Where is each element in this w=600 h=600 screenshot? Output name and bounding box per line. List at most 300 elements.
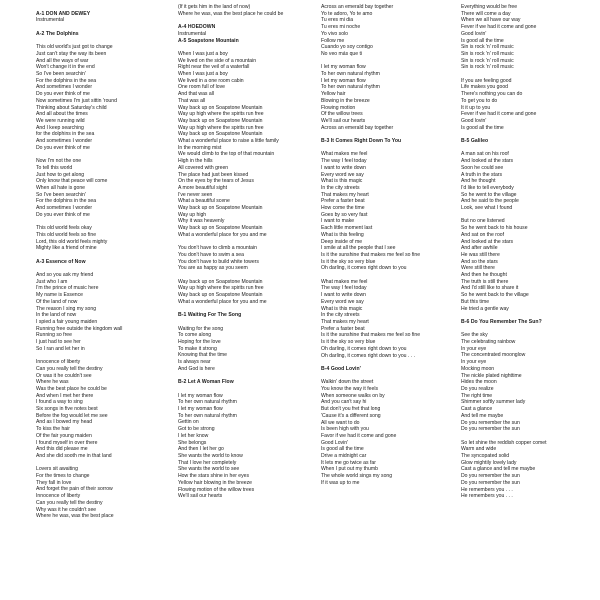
- lyric-line: Do you remember the sun: [461, 473, 520, 480]
- lyric-line: Good lovin': [461, 117, 487, 124]
- lyric-line: Do you remember the sun: [461, 426, 520, 433]
- lyric-line: Instrumental: [178, 30, 207, 37]
- lyric-line: Of the land of now: [36, 298, 78, 305]
- lyric-line: Yo te adoro, Yo te amo: [321, 10, 373, 17]
- lyric-line: I found a way to sing: [36, 399, 83, 406]
- lyric-line: What makes me feel: [321, 278, 368, 285]
- stanza-gap: [321, 145, 459, 152]
- lyric-line: On the eyes by the tears of Jesus: [178, 178, 254, 185]
- lyric-line: Shimmer softly summer lady: [461, 399, 526, 406]
- lyric-line: I let my woman flow: [321, 77, 366, 84]
- stanza-gap: [321, 359, 459, 366]
- lyric-line: And he said to the people: [461, 198, 519, 205]
- lyric-line: Prefer a faster beat: [321, 325, 365, 332]
- lyric-line: Way up high where the spirits run free: [178, 124, 264, 131]
- lyric-line: And looked at the stars: [461, 158, 514, 165]
- stanza-gap: [178, 44, 316, 51]
- song-heading: A-2 The Dolphins: [36, 30, 79, 37]
- lyric-line: The way I feel today: [321, 158, 367, 165]
- lyric-line: Way back up on Soapstone Mountain: [178, 131, 263, 138]
- lyric-line: But don't you fret that long: [321, 406, 381, 413]
- lyric-line: Now I'm not the one: [36, 158, 82, 165]
- lyric-line: And as I bowed my head: [36, 419, 93, 426]
- lyric-line: And looked at the stars: [461, 238, 514, 245]
- lyric-line: When all hate is gone: [36, 184, 85, 191]
- lyric-line: Do you remember the sun: [461, 419, 520, 426]
- lyric-line: The concentrated moonglow: [461, 352, 526, 359]
- lyric-line: Lord, this old world feels mighty: [36, 238, 108, 245]
- lyric-line: Instrumental: [36, 17, 65, 24]
- lyric-line: If you are feeling good: [461, 77, 512, 84]
- lyric-line: To her own natural rhythm: [321, 84, 380, 91]
- lyric-line: Before the fog would let me see: [36, 412, 108, 419]
- lyric-line: So he went to the village: [461, 191, 517, 198]
- lyric-line: To tell this world: [36, 164, 73, 171]
- lyric-line: The right time: [461, 392, 493, 399]
- lyric-line: The reason I sing my song: [36, 305, 97, 312]
- lyric-line: I'm the prince of music here: [36, 285, 99, 292]
- lyric-line: Of the willow trees: [321, 111, 363, 118]
- lyric-line: Six songs in five notes best: [36, 406, 98, 413]
- lyric-line: And forget the pain of their sorrow: [36, 486, 113, 493]
- stanza-gap: [36, 352, 168, 359]
- lyric-line: Of the fair young maiden: [36, 432, 92, 439]
- lyric-line: Each little moment last: [321, 225, 373, 232]
- lyric-line: Sin is rock 'n' roll music: [461, 57, 514, 64]
- lyric-line: Do you ever think of me: [36, 91, 90, 98]
- lyric-line: Follow me: [321, 37, 345, 44]
- lyric-line: Lovers sit awaiting: [36, 466, 78, 473]
- lyric-line: Got to be strong: [178, 426, 215, 433]
- lyric-line: In the city streets: [321, 184, 360, 191]
- lyric-line: Can you really tell the destiny: [36, 365, 103, 372]
- lyric-line: When I was just a boy: [178, 71, 228, 77]
- stanza-gap: [178, 239, 316, 246]
- song-heading: B-6 Do You Remember The Sun?: [461, 318, 542, 325]
- lyric-line: We were running wild: [36, 117, 85, 124]
- lyric-line: We lived on the side of a mountain: [178, 57, 257, 64]
- lyric-line: Mighty like a friend of mine: [36, 245, 97, 252]
- lyric-line: That I love her completely: [178, 459, 237, 466]
- song-heading: A-5 Soapstone Mountain: [178, 37, 239, 44]
- lyric-line: Way up high: [178, 211, 207, 218]
- lyric-line: Favor if we had it come and gone: [321, 432, 397, 439]
- lyric-line: What a wonderful place for you and me: [178, 231, 267, 238]
- lyric-line: That makes my heart: [321, 318, 369, 325]
- lyric-line: Is it the sunshine that makes me feel so fine: [321, 332, 421, 339]
- lyric-line: They fall in love: [36, 479, 72, 486]
- lyric-line: Only know that peace will come: [36, 178, 108, 185]
- lyric-line: What is this magic: [321, 178, 363, 185]
- lyric-line: And then I let her go: [178, 446, 224, 453]
- lyric-line: And I keep searching: [36, 124, 84, 131]
- lyrics-column-4: [461, 4, 597, 500]
- lyric-line: Way back up on Soapstone Mountain: [178, 278, 263, 285]
- lyric-line: I let my woman flow: [178, 392, 223, 399]
- lyric-line: And tell me maybe: [461, 412, 504, 419]
- lyric-line: Across an emerald bay together: [321, 4, 394, 10]
- lyric-line: Yellow hair: [321, 91, 346, 98]
- lyric-line: Flowing motion: [321, 104, 356, 111]
- lyric-line: Cast a glance: [461, 406, 493, 413]
- lyric-line: Just can't stay the way its been: [36, 50, 107, 57]
- lyric-line: Walkin' down the street: [321, 379, 374, 386]
- lyric-line: We'll sail our hearts: [321, 117, 366, 124]
- stanza-gap: [178, 319, 316, 326]
- lyric-line: Way back up on Soapstone Mountain: [178, 117, 263, 124]
- song-heading: B-5 Galileo: [461, 138, 489, 145]
- lyric-line: And I'd still like to share it: [461, 285, 519, 292]
- lyric-line: Where he was, was the best place he could be: [178, 10, 284, 17]
- lyric-line: She wants the world to see: [178, 466, 240, 473]
- lyric-line: For the times to change: [36, 473, 90, 480]
- lyric-line: A truth in the stars: [461, 171, 503, 178]
- lyric-line: Tu eres mi dia: [321, 17, 354, 24]
- lyric-line: Hides the moon: [461, 379, 497, 386]
- lyric-line: Oh darling, it comes right down to you . . .: [321, 352, 415, 359]
- stanza-gap: [321, 58, 459, 65]
- lyric-line: You don't have to swim a sea: [178, 251, 244, 258]
- lyric-line: Way back up on Soapstone Mountain: [178, 292, 263, 299]
- lyric-line: Soon he could see: [461, 164, 504, 171]
- lyric-line: To get you to do: [461, 97, 498, 104]
- stanza-gap: [461, 131, 597, 138]
- lyric-line: Was the best place he could be: [36, 385, 107, 392]
- lyric-line: Do you ever think of me: [36, 144, 90, 151]
- lyric-line: Just who I am: [36, 278, 68, 285]
- lyric-line: He remembers you . . .: [461, 486, 513, 493]
- lyric-line: And sat on the roof: [461, 231, 505, 238]
- lyric-line: This old world feels so fine: [36, 231, 97, 238]
- lyric-line: For the dolphins in the sea: [36, 77, 97, 84]
- lyric-line: What is this feeling: [321, 231, 364, 238]
- lyric-line: Were still there: [461, 265, 495, 272]
- lyric-line: That makes my heart: [321, 191, 369, 198]
- lyric-line: And then he thought: [461, 272, 507, 279]
- lyric-line: In the city streets: [321, 312, 360, 319]
- lyric-line: So he went back to his house: [461, 225, 528, 232]
- lyric-line: The syncopated solid: [461, 453, 510, 459]
- stanza-gap: [36, 218, 168, 225]
- lyric-line: But no one listened: [461, 218, 505, 225]
- lyric-line: In your eye: [461, 345, 487, 352]
- lyric-line: Is been high with you: [321, 426, 369, 433]
- lyric-line: The place had just been kissed: [178, 171, 249, 178]
- lyric-line: This old world feels okay: [36, 225, 92, 232]
- lyric-line: In the land of now: [36, 312, 77, 319]
- lyric-line: So I've been searchin': [36, 70, 86, 77]
- lyric-line: And all the ways of war: [36, 57, 89, 64]
- lyric-line: No veo más que ti: [321, 50, 363, 57]
- lyric-line: Good lovin': [461, 30, 487, 37]
- lyric-line: You know the way it feels: [321, 385, 379, 392]
- lyric-line: Where he was, was the best place: [36, 513, 114, 520]
- lyric-line: All we want to do: [321, 419, 360, 426]
- lyric-line: How come the time: [321, 205, 365, 212]
- lyric-line: Fever if we had it come and gone: [461, 111, 537, 118]
- stanza-gap: [178, 272, 316, 279]
- lyric-line: Look, see what I found: [461, 205, 513, 212]
- stanza-gap: [36, 4, 168, 11]
- lyric-line: I let my woman flow: [178, 406, 223, 413]
- lyric-line: Way back up on Soapstone Mountain: [178, 205, 263, 212]
- song-heading: B-2 Let A Woman Flow: [178, 379, 234, 386]
- lyric-line: I'd like to tell everybody: [461, 184, 514, 191]
- lyric-line: You don't have to climb a mountain: [178, 245, 257, 252]
- lyric-line: So he went back to the village: [461, 292, 529, 299]
- lyrics-column-1: [36, 4, 168, 520]
- lyric-line: When I was just a boy: [178, 50, 228, 57]
- lyric-line: Yellow hair blowing in the breeze: [178, 479, 253, 486]
- lyric-line: Do you remember the sun: [461, 479, 520, 486]
- lyric-line: 'Cause it's a different song: [321, 412, 381, 419]
- lyric-line: The truth is still there: [461, 278, 509, 285]
- lyric-line: What a wonderful place to raise a little family: [178, 138, 279, 145]
- lyric-line: The nickle plated nighttime: [461, 372, 522, 379]
- lyric-line: If it was up to me: [321, 479, 360, 486]
- song-heading: B-4 Good Lovin': [321, 365, 361, 372]
- song-heading: B-1 Waiting For The Song: [178, 312, 242, 319]
- lyric-line: You don't have to build white towers: [178, 258, 259, 265]
- lyric-line: I want to make: [321, 218, 355, 225]
- lyric-line: In your eye: [461, 359, 487, 366]
- lyric-line: For the dolphins in the sea: [36, 198, 97, 205]
- stanza-gap: [461, 433, 597, 440]
- lyric-line: My name is Essence: [36, 292, 83, 299]
- lyric-line: A man sat on his roof: [461, 151, 509, 158]
- lyric-line: Oh darling, it comes right down to you: [321, 345, 407, 352]
- lyric-line: One room full of love: [178, 84, 225, 91]
- stanza-gap: [321, 131, 459, 138]
- lyric-line: I let her know: [178, 432, 209, 439]
- lyric-line: And that was all: [178, 91, 214, 98]
- lyric-line: Is always near: [178, 359, 211, 366]
- lyric-line: Where he was: [36, 379, 69, 386]
- lyric-line: And all about the times: [36, 111, 88, 118]
- lyric-line: Sin is rock 'n' roll music: [461, 44, 514, 51]
- lyric-line: Gettin on: [178, 419, 199, 426]
- lyric-line: Is it the sunshine that makes me feel so fine: [321, 251, 421, 258]
- lyric-line: I just had to see her: [36, 339, 81, 346]
- lyric-line: It lets me go twice as far: [321, 459, 376, 466]
- lyric-line: Flowing motion of the willow trees: [178, 486, 255, 493]
- lyric-line: To her own natural rhythm: [178, 399, 237, 406]
- lyric-line: He tried a gentle way: [461, 305, 509, 312]
- song-heading: A-4 HOEDOWN: [178, 24, 216, 31]
- lyric-line: Across an emerald bay together: [321, 124, 394, 131]
- lyric-line: Warm and wide: [461, 446, 497, 453]
- lyric-line: The way I feel today: [321, 285, 367, 292]
- lyric-line: Do you ever think of me: [36, 211, 90, 218]
- lyric-line: To her own natural rhythm: [178, 412, 237, 419]
- lyric-line: Why it was heavenly: [178, 218, 225, 225]
- lyric-line: (If it gets him in the land of now): [178, 4, 251, 10]
- lyric-line: Mocking moon: [461, 365, 495, 372]
- lyric-line: But this time: [461, 298, 490, 305]
- stanza-gap: [36, 37, 168, 44]
- lyric-line: There will come a day: [461, 10, 511, 17]
- lyric-line: Is good all the time: [461, 37, 504, 44]
- lyric-line: Glow mightily lovely lady: [461, 459, 517, 466]
- lyric-line: So let shine the reddish copper comet: [461, 439, 547, 446]
- lyric-line: Running free outside the kingdom wall: [36, 325, 123, 332]
- lyric-line: Innocence of liberty: [36, 493, 81, 500]
- lyric-line: Thinking about Saturday's child: [36, 104, 107, 111]
- lyric-line: Innocence of liberty: [36, 359, 81, 366]
- stanza-gap: [36, 252, 168, 259]
- lyric-line: You are as happy as you seem: [178, 265, 248, 272]
- lyric-line: She belongs: [178, 439, 207, 446]
- lyric-line: Is it the sky so very blue: [321, 339, 376, 346]
- lyric-line: Prefer a faster beat: [321, 198, 365, 205]
- lyric-line: What a wonderful place for you and me: [178, 298, 267, 305]
- lyric-line: To make it strong: [178, 345, 217, 352]
- lyric-line: He was still there: [461, 251, 500, 258]
- lyric-line: Blowing in the breeze: [321, 97, 370, 104]
- lyric-line: Life makes you good: [461, 84, 509, 91]
- lyric-line: I let my woman flow: [321, 64, 366, 71]
- lyric-line: Is it the sky so very blue: [321, 258, 376, 265]
- lyric-line: Drive a midnight car: [321, 453, 367, 460]
- lyric-line: Good Lovin': [321, 439, 349, 446]
- lyric-line: Now sometimes I'm just sittin 'round: [36, 97, 117, 104]
- lyric-line: When someone walks on by: [321, 392, 385, 399]
- lyrics-column-2: [178, 4, 316, 500]
- lyric-line: I want to write down: [321, 292, 367, 299]
- lyric-line: And this did please me: [36, 446, 88, 453]
- lyric-line: Waiting for the song: [178, 325, 224, 332]
- lyric-line: The celebrating rainbow: [461, 339, 516, 346]
- stanza-gap: [321, 373, 459, 380]
- lyric-line: And sometimes I wonder: [36, 138, 93, 145]
- lyric-line: Hoping for the love: [178, 339, 221, 346]
- lyric-line: High in the hills: [178, 158, 213, 165]
- lyric-line: And she did sooth me in that land: [36, 452, 112, 459]
- lyric-line: And sometimes I wonder: [36, 205, 93, 212]
- lyric-line: Way back up on Soapstone Mountain: [178, 104, 263, 111]
- lyric-line: Is good all the time: [321, 446, 364, 453]
- lyric-line: Way up high where the spirits run free: [178, 285, 264, 292]
- lyric-line: We would climb to the top of that mountain: [178, 151, 275, 158]
- stanza-gap: [36, 460, 168, 467]
- lyrics-column-3: [321, 4, 459, 487]
- song-heading: A-3 Essence of Now: [36, 258, 86, 265]
- lyric-line: To come along: [178, 332, 212, 339]
- lyric-line: And God is here: [178, 365, 215, 372]
- lyric-line: Won't change it in the end: [36, 64, 95, 71]
- stanza-gap: [461, 212, 597, 219]
- lyric-line: Tu eres mi noche: [321, 24, 361, 31]
- lyric-line: What makes me feel: [321, 151, 368, 158]
- lyric-line: And you can't say hi: [321, 399, 367, 406]
- stanza-gap: [461, 326, 597, 333]
- lyric-line: Sin is rock 'n' roll music: [461, 64, 514, 71]
- lyric-line: Cuando yo soy contigo: [321, 44, 373, 51]
- lyric-line: All covered with green: [178, 164, 229, 171]
- lyric-line: The whole world sings my song: [321, 473, 393, 480]
- lyric-line: Is good all the time: [461, 124, 504, 131]
- lyric-line: A more beautiful sight: [178, 184, 227, 191]
- lyric-line: I found myself in over there: [36, 439, 98, 446]
- lyric-line: In the morning mist: [178, 144, 222, 151]
- stanza-gap: [178, 306, 316, 313]
- lyric-line: Running so free: [36, 332, 72, 339]
- lyric-line: To her own natural rhythm: [321, 71, 380, 78]
- lyric-line: And after awhile: [461, 245, 498, 252]
- lyric-line: for the dolphins in the sea: [36, 131, 95, 138]
- stanza-gap: [178, 17, 316, 24]
- lyric-line: Why was it he couldn't see: [36, 506, 97, 513]
- lyric-line: Knowing that the time: [178, 352, 227, 359]
- lyric-line: He remembers you . . .: [461, 493, 513, 500]
- stanza-gap: [178, 386, 316, 393]
- lyric-line: Just how to get along: [36, 171, 85, 178]
- lyric-line: I've never seen: [178, 191, 213, 198]
- stanza-gap: [178, 373, 316, 380]
- lyric-line: We lived in a one room cabin: [178, 77, 244, 84]
- lyric-line: When we all have our way: [461, 17, 521, 24]
- song-heading: B-3 It Comes Right Down To You: [321, 138, 402, 145]
- lyric-line: That was all: [178, 97, 206, 104]
- song-heading: A-1 DON AND DEWEY: [36, 10, 91, 17]
- lyric-line: Deep inside of me: [321, 238, 363, 245]
- lyric-line: Right near the veil of a waterfall: [178, 64, 250, 71]
- lyric-line: She wants the world to know: [178, 452, 243, 459]
- lyric-line: Do you realize: [461, 385, 494, 392]
- lyric-line: I smile at all the people that I see: [321, 245, 396, 252]
- lyric-line: Oh darling, it comes right down to you: [321, 265, 407, 272]
- lyric-line: It it up to you: [461, 104, 491, 111]
- stanza-gap: [36, 151, 168, 158]
- lyric-line: Cast a glance and tell me maybe: [461, 466, 536, 473]
- lyric-line: Way back up on Soapstone Mountain: [178, 225, 263, 232]
- lyric-line: Goes by so very fast: [321, 211, 368, 218]
- lyric-line: Yo vivo solo: [321, 30, 348, 37]
- lyric-line: This old world's just got to change: [36, 44, 113, 51]
- lyric-line: So I ran and let her in: [36, 345, 85, 352]
- lyric-line: What a beautiful scene: [178, 198, 230, 205]
- lyric-line: And he thought: [461, 178, 496, 185]
- lyric-line: Everything would be free: [461, 4, 518, 10]
- stanza-gap: [36, 24, 168, 31]
- lyric-line: And so you ask my friend: [36, 272, 94, 279]
- lyric-line: Every word we say: [321, 171, 364, 178]
- lyric-line: When I put out my thumb: [321, 466, 378, 473]
- lyric-line: To kiss the hair: [36, 426, 70, 433]
- lyric-line: Can you really tell the destiny: [36, 499, 103, 506]
- lyric-line: I want to write down: [321, 164, 367, 171]
- lyric-line: And when I met her there: [36, 392, 94, 399]
- lyric-line: And so the stars: [461, 258, 498, 265]
- lyric-line: Way up high where the spirits run free: [178, 111, 264, 118]
- lyric-line: So I've been searchin': [36, 191, 86, 198]
- stanza-gap: [36, 265, 168, 272]
- stanza-gap: [321, 272, 459, 279]
- lyric-line: Every word we say: [321, 298, 364, 305]
- lyric-line: We'll sail our hearts: [178, 493, 223, 500]
- lyric-line: Sin is rock 'n' roll music: [461, 50, 514, 57]
- stanza-gap: [461, 145, 597, 152]
- lyric-line: See the sky: [461, 332, 488, 339]
- lyric-line: How the stars shine in her eyes: [178, 473, 250, 480]
- stanza-gap: [461, 312, 597, 319]
- lyric-line: Fever if we had it come and gone: [461, 24, 537, 31]
- lyric-line: I spied a fair young maiden: [36, 318, 98, 325]
- lyric-line: There's nothing you can do: [461, 91, 523, 98]
- stanza-gap: [461, 71, 597, 78]
- lyric-line: And sometimes I wonder: [36, 84, 93, 91]
- lyric-line: What is this magic: [321, 305, 363, 312]
